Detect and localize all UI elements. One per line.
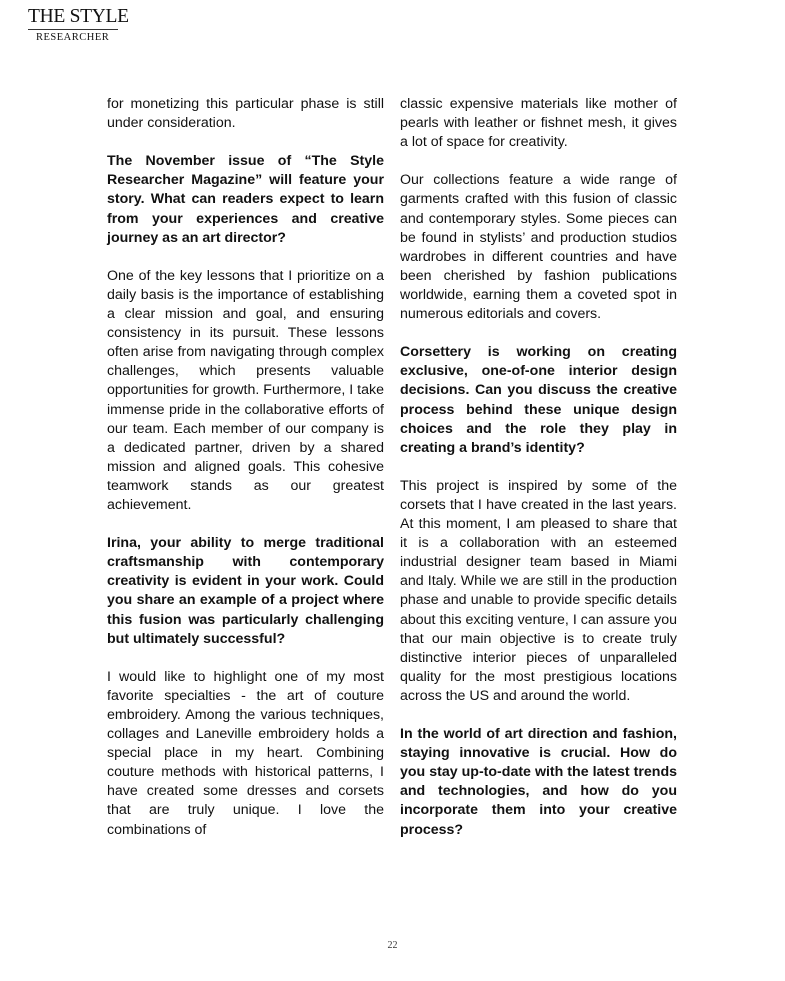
answer-paragraph: I would like to highlight one of my most favorite specialties - the art of couture embroidery. Among the various techniques, collages and Laneville embroidery holds a special place in my heart. Combining couture methods with historical patterns, I have created some dresses and corsets that are truly unique. I love the combinations of xyxy=(107,668,384,838)
interview-question: Corsettery is working on creating exclusive, one-of-one interior design decisions. Can you discuss the creative process behind these unique design choices and the role they play in creating a brand’s identity? xyxy=(400,344,677,456)
answer-paragraph: Our collections feature a wide range of garments crafted with this fusion of classic and contemporary styles. Some pieces can be found in stylists’ and production studios wardrobes in different countries and have been cherished by fashion publications worldwide, earning them a coveted spot in numerous editorials and covers. xyxy=(400,172,677,323)
interview-question: In the world of art direction and fashion, staying innovative is crucial. How do you stay up-to-date with the latest trends and technologies, and how do you incorporate them into your creative process? xyxy=(400,726,677,838)
magazine-title: THE STYLE xyxy=(28,6,129,27)
answer-paragraph: This project is inspired by some of the corsets that I have created in the last years. At this moment, I am pleased to share that it is a collaboration with an esteemed industrial designer team based in Miami and Italy. While we are still in the production phase and unable to provide specific details about this exciting venture, I can assure you that our main objective is to create truly distinctive interior pieces of unparalleled quality for the most prestigious locations across the US and around the world. xyxy=(400,477,677,704)
masthead-logo xyxy=(28,6,129,44)
magazine-subtitle: RESEARCHER xyxy=(36,32,110,43)
interview-question: The November issue of “The Style Researcher Magazine” will feature your story. What can readers expect to learn from your experiences and creative journey as an art director? xyxy=(107,153,384,246)
answer-paragraph: One of the key lessons that I prioritize on a daily basis is the importance of establishing a clear mission and goal, and ensuring consistency in its pursuit. These lessons often arise from navigating through complex challenges, which presents valuable opportunities for growth. Furthermore, I take immense pride in the collaborative efforts of our team. Each member of our company is a dedicated partner, driven by a shared mission and aligned goals. This cohesive teamwork stands as our greatest achievement. xyxy=(107,267,384,513)
interview-question: Irina, your ability to merge traditional craftsmanship with contemporary creativity is evident in your work. Could you share an example of a project where this fusion was particularly challenging but ultimately successful? xyxy=(107,535,384,647)
left-column xyxy=(107,95,384,859)
page-number: 22 xyxy=(387,940,398,951)
answer-paragraph: for monetizing this particular phase is still under consideration. xyxy=(107,96,384,132)
answer-paragraph: classic expensive materials like mother of pearls with leather or fishnet mesh, it gives a lot of space for creativity. xyxy=(400,96,677,151)
right-column xyxy=(400,95,677,859)
masthead-divider xyxy=(28,29,118,30)
